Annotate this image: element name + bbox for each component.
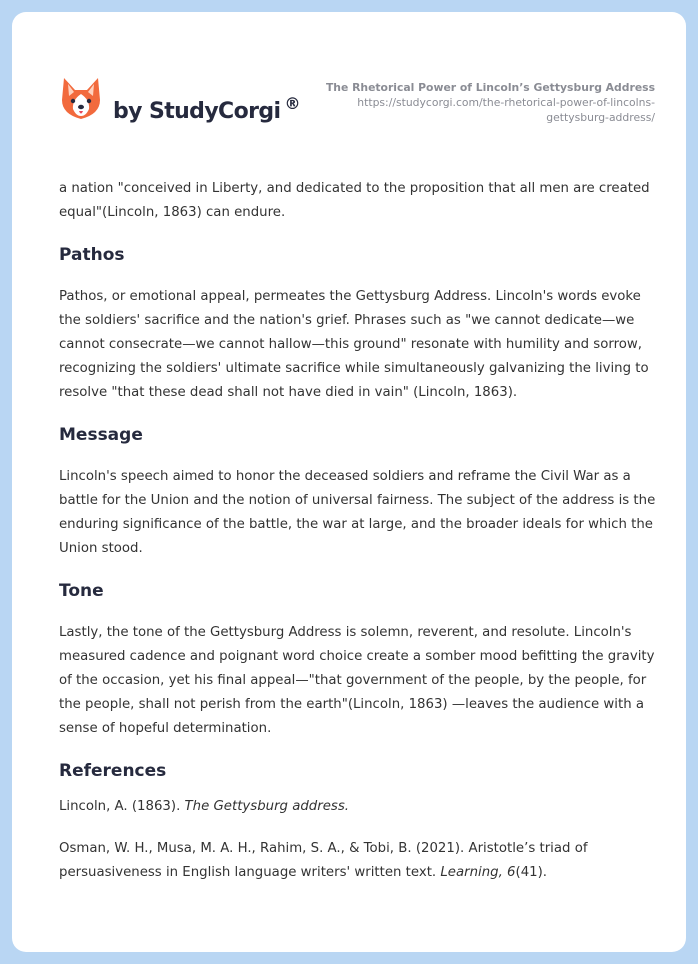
- document-title: The Rhetorical Power of Lincoln’s Gettysburg Address: [325, 81, 655, 94]
- reference-item: Osman, W. H., Musa, M. A. H., Rahim, S. A., & Tobi, B. (2021). Aristotle’s triad of persuasiveness in English language writers' written text. Learning, 6(41).: [59, 841, 588, 880]
- brand-name: by StudyCorgi ®: [113, 94, 300, 124]
- document-page: [12, 12, 686, 952]
- pathos-paragraph: Pathos, or emotional appeal, permeates the Gettysburg Address. Lincoln's words evoke the soldiers' sacrifice and the nation's grief. Phrases such as "we cannot dedicate—we cannot consecrate—we cannot hallow—this ground" resonate with humility and sorrow, recognizing the soldiers' ultimate sacrifice while simultaneously galvanizing the living to resolve "that these dead shall not have died in vain" (Lincoln, 1863).: [59, 289, 649, 400]
- references-heading: References: [59, 761, 167, 781]
- intro-paragraph: a nation "conceived in Liberty, and dedicated to the proposition that all men are created equal"(Lincoln, 1863) can endure.: [59, 181, 650, 220]
- message-heading: Message: [59, 425, 143, 445]
- tone-paragraph: Lastly, the tone of the Gettysburg Address is solemn, reverent, and resolute. Lincoln's measured cadence and poignant word choice create a somber mood befitting the gravity of the occasion, yet his final appeal—"that government of the people, by the people, for the people, shall not perish from the earth"(Lincoln, 1863) —leaves the audience with a sense of hopeful determination.: [59, 625, 655, 736]
- document-url[interactable]: https://studycorgi.com/the-rhetorical-power-of-lincolns- gettysburg-address/: [357, 96, 655, 124]
- reference-item: Lincoln, A. (1863). The Gettysburg address.: [59, 799, 349, 814]
- tone-heading: Tone: [59, 581, 104, 601]
- document-meta: [325, 80, 655, 125]
- pathos-heading: Pathos: [59, 245, 125, 265]
- message-paragraph: Lincoln's speech aimed to honor the deceased soldiers and reframe the Civil War as a battle for the Union and the notion of universal fairness. The subject of the address is the enduring significance of the battle, the war at large, and the broader ideals for which the Union stood.: [59, 469, 656, 556]
- essay-body: [59, 177, 661, 885]
- corgi-logo-icon: [60, 76, 102, 122]
